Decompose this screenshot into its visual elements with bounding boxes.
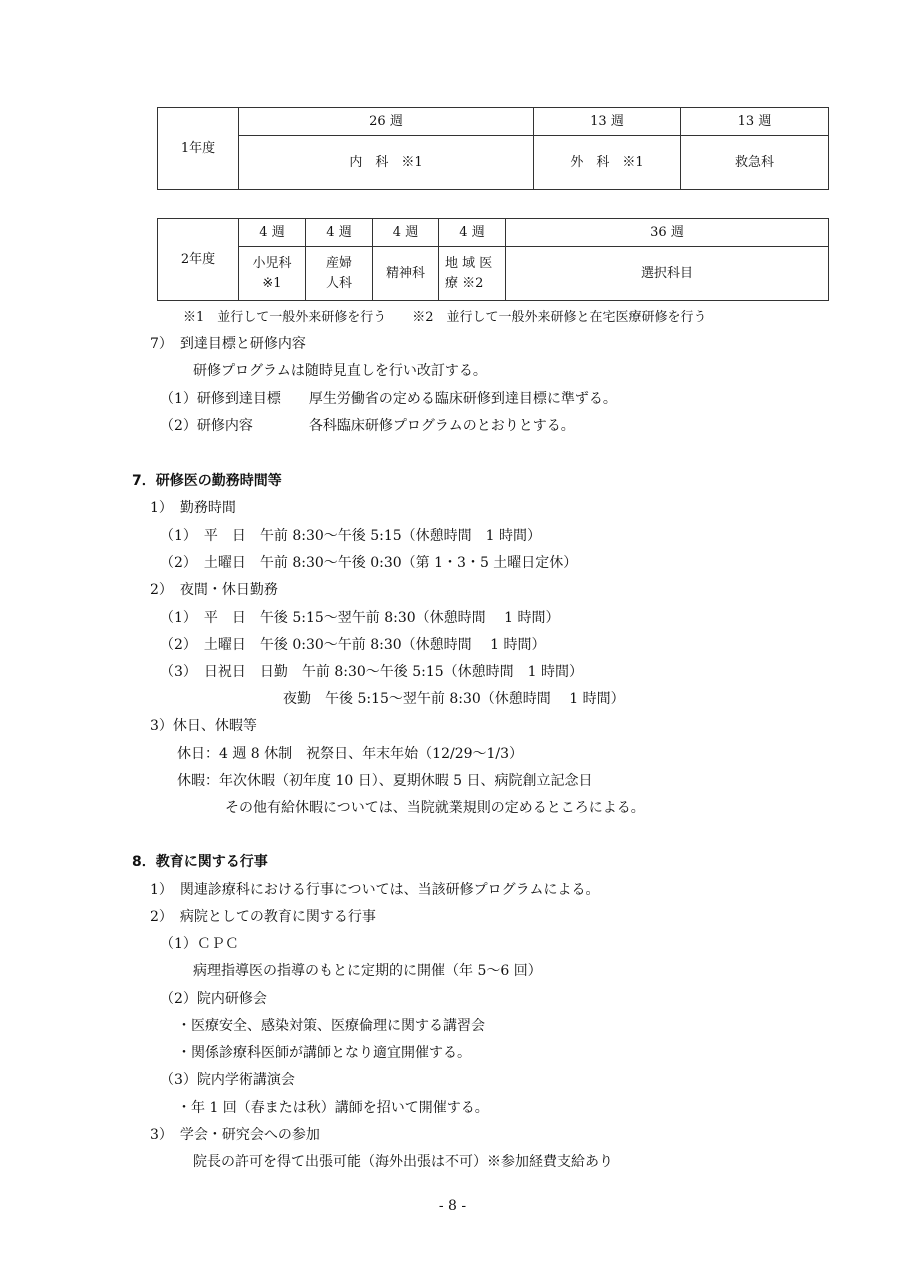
weeks-cell: 4 週 (239, 219, 306, 247)
second-year-schedule-table (157, 218, 829, 301)
text-line: （3） 日祝日 日勤 午前 8:30〜午後 5:15（休憩時間 1 時間） (160, 664, 584, 680)
text-line: （1） 平 日 午後 5:15〜翌午前 8:30（休憩時間 1 時間） (160, 610, 560, 626)
weeks-cell: 26 週 (239, 108, 534, 136)
dept-text: ※1 (262, 275, 282, 291)
dept-cell: 内 科 ※1 (239, 136, 534, 190)
dept-cell-community (439, 247, 506, 301)
table-footnote: ※1 並行して一般外来研修を行う ※2 並行して一般外来研修と在宅医療研修を行う (183, 310, 707, 325)
goals-item: （2）研修内容 各科臨床研修プログラムのとおりとする。 (160, 418, 575, 434)
goals-item: （1）研修到達目標 厚生労働省の定める臨床研修到達目標に準ずる。 (160, 391, 617, 407)
dept-cell-psychiatry: 精神科 (373, 247, 439, 301)
weeks-cell: 4 週 (373, 219, 439, 247)
text-line: 3） 学会・研究会への参加 (150, 1127, 320, 1143)
text-line: （2） 土曜日 午後 0:30〜午前 8:30（休憩時間 1 時間） (160, 637, 546, 653)
text-line: （2）院内研修会 (160, 991, 267, 1007)
text-line: （1）ＣＰＣ (160, 936, 239, 952)
weeks-cell: 13 週 (681, 108, 829, 136)
year-label: 1年度 (158, 108, 239, 190)
text-line: 夜勤 午後 5:15〜翌午前 8:30（休憩時間 1 時間） (283, 691, 625, 707)
text-line: 2） 夜間・休日勤務 (150, 582, 278, 598)
weeks-cell: 36 週 (506, 219, 829, 247)
dept-cell: 外 科 ※1 (534, 136, 681, 190)
dept-text: 人科 (325, 275, 352, 291)
dept-cell-pediatrics (239, 247, 306, 301)
dept-cell-elective: 選択科目 (506, 247, 829, 301)
text-line: （3）院内学術講演会 (160, 1072, 295, 1088)
dept-cell: 救急科 (681, 136, 829, 190)
text-line: 2） 病院としての教育に関する行事 (150, 909, 376, 925)
year-label: 2年度 (158, 219, 239, 301)
text-line: ・医療安全、感染対策、医療倫理に関する講習会 (177, 1018, 485, 1034)
text-line: ・年 1 回（春または秋）講師を招いて開催する。 (177, 1100, 489, 1116)
text-line: 休暇：年次休暇（初年度 10 日）、夏期休暇 5 日、病院創立記念日 (177, 773, 593, 789)
dept-cell-obgyn (306, 247, 373, 301)
text-line: 病理指導医の指導のもとに定期的に開催（年 5〜6 回） (193, 963, 542, 979)
text-line: ・関係診療科医師が講師となり適宜開催する。 (177, 1045, 471, 1061)
weeks-cell: 13 週 (534, 108, 681, 136)
text-line: 院長の許可を得て出張可能（海外出張は不可）※参加経費支給あり (193, 1154, 613, 1170)
text-line: その他有給休暇については、当院就業規則の定めるところによる。 (225, 800, 645, 816)
text-line: （2） 土曜日 午前 8:30〜午後 0:30（第 1・3・5 土曜日定休） (160, 555, 578, 571)
text-line: 休日：4 週 8 休制 祝祭日、年末年始（12/29〜1/3） (177, 746, 524, 762)
dept-text: 療 ※2 (445, 275, 484, 291)
weeks-cell: 4 週 (439, 219, 506, 247)
goals-heading: 7） 到達目標と研修内容 (150, 336, 306, 352)
goals-intro: 研修プログラムは随時見直しを行い改訂する。 (193, 363, 487, 379)
page-number: - 8 - (438, 1198, 467, 1214)
dept-text: 小児科 (252, 255, 292, 271)
section-7-title: 7．研修医の勤務時間等 (132, 473, 282, 489)
dept-text: 地 域 医 (445, 255, 493, 271)
text-line: 1） 関連診療科における行事については、当該研修プログラムによる。 (150, 882, 600, 898)
text-line: （1） 平 日 午前 8:30〜午後 5:15（休憩時間 1 時間） (160, 528, 542, 544)
weeks-cell: 4 週 (306, 219, 373, 247)
first-year-schedule-table (157, 107, 829, 190)
dept-text: 産婦 (325, 255, 352, 271)
text-line: 3）休日、休暇等 (150, 718, 257, 734)
section-8-title: 8．教育に関する行事 (132, 854, 268, 870)
text-line: 1） 勤務時間 (150, 500, 236, 516)
